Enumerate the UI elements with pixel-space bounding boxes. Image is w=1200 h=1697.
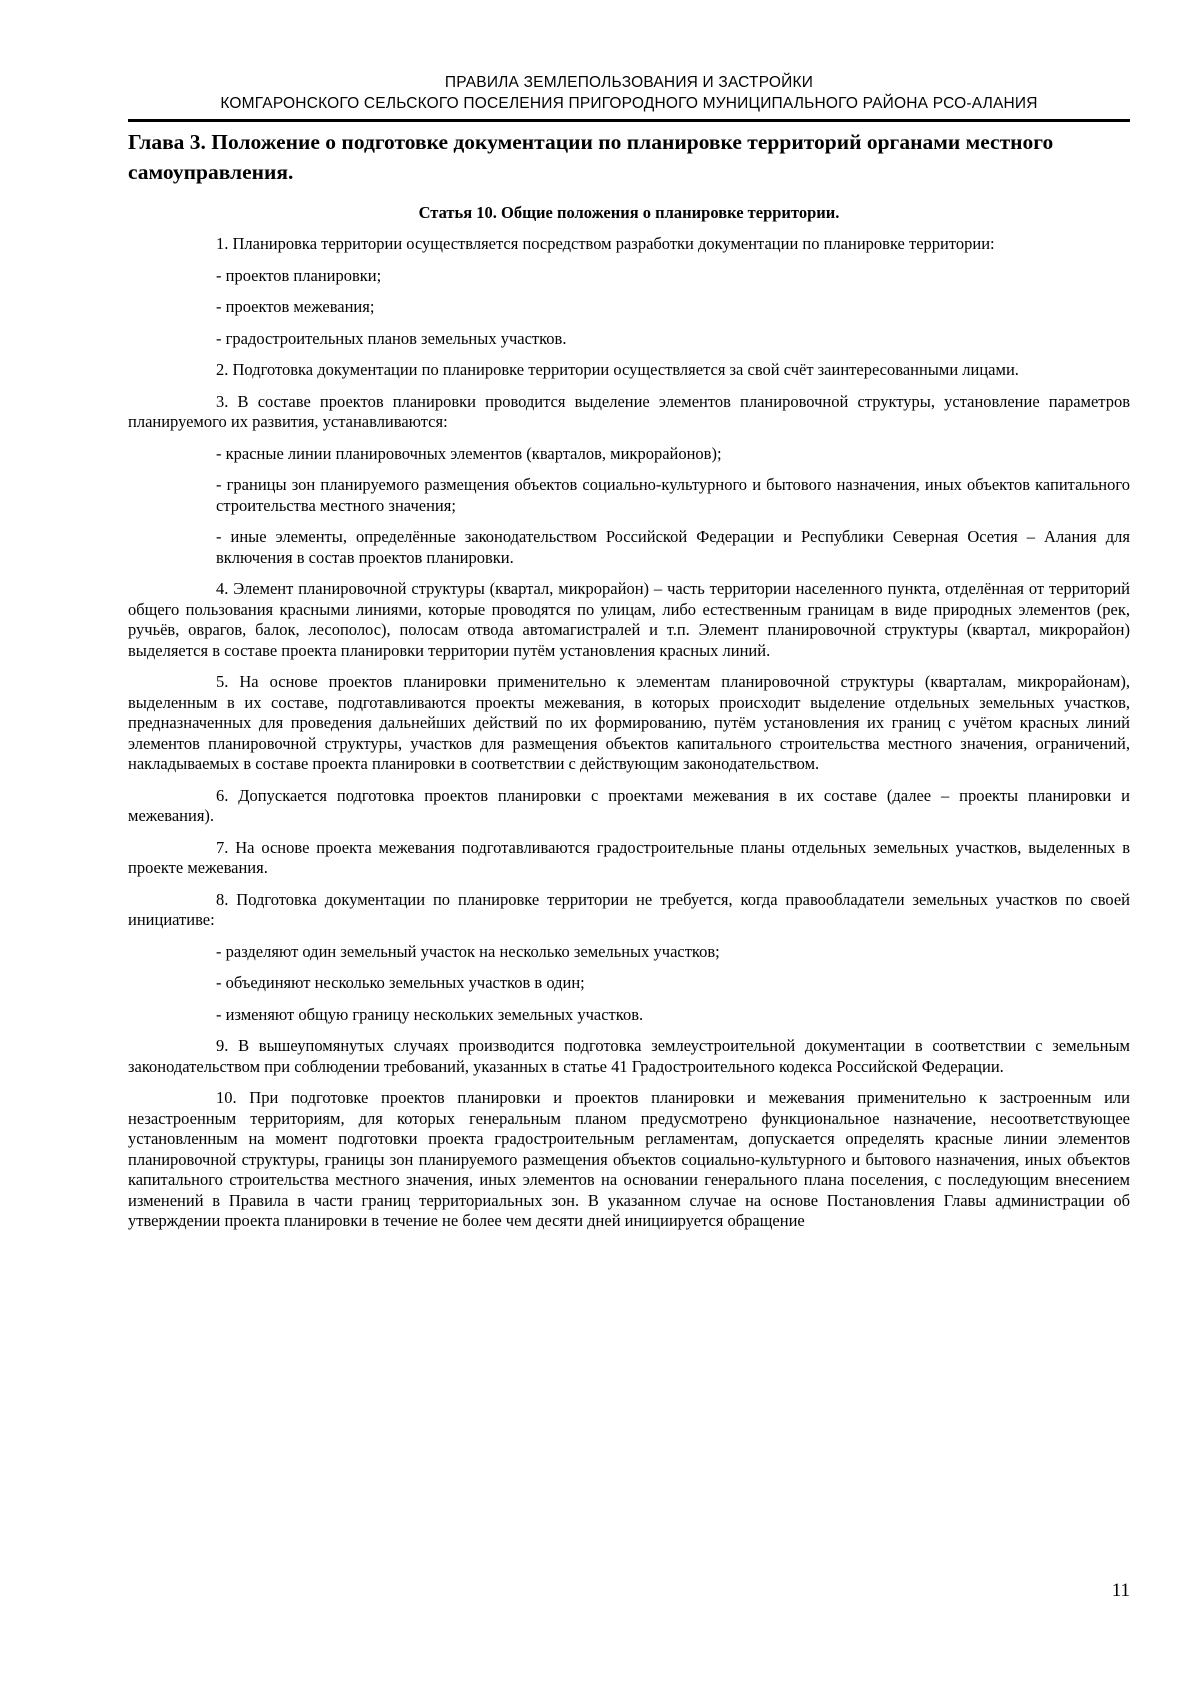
header-divider: [128, 119, 1130, 122]
paragraph-1-list-item-3: - градостроительных планов земельных участков.: [216, 328, 567, 348]
paragraph-8-list-item-1: - разделяют один земельный участок на несколько земельных участков;: [216, 941, 720, 961]
paragraph-8: 8. Подготовка документации по планировке территории не требуется, когда правообладатели земельных участков по своей инициативе:: [128, 889, 1130, 929]
page-body: [128, 127, 1130, 1243]
page-number: 11: [1111, 1580, 1130, 1601]
paragraph-9: 9. В вышеупомянутых случаях производится подготовка землеустроительной документации в соответствии с земельным законодательством при соблюдении требований, указанных в статье 41 Градостроительного кодекса Российской Федерации.: [128, 1036, 1130, 1076]
paragraph-8-list-item-2: - объединяют несколько земельных участков в один;: [216, 973, 585, 992]
paragraph-10: 10. При подготовке проектов планировки и проектов планировки и межевания применительно к застроенным или незастроенным территориям, для которых генеральным планом предусмотрено функциональное назначение, несоответствующее установленным на момент подготовки проекта градостроительным регламентам, допускается определять красные линии элементов планировочной структуры, границы зон планируемого размещения объектов социально-культурного и бытового назначения, иных объектов капитального строительства местного значения, иных элементов на основании генерального плана поселения, с последующим внесением изменений в Правила в части границ территориальных зон. В указанном случае на основе Постановления Главы администрации об утверждении проекта планировки в течение не более чем десяти дней инициируется обращение: [128, 1088, 1130, 1230]
running-header: [128, 72, 1130, 114]
paragraph-3-list-item-3: - иные элементы, определённые законодательством Российской Федерации и Республики Северная Осетия – Алания для включения в состав проектов планировки.: [216, 527, 1130, 567]
article-title: Статья 10. Общие положения о планировке территории.: [418, 203, 840, 222]
header-line-2: КОМГАРОНСКОГО СЕЛЬСКОГО ПОСЕЛЕНИЯ ПРИГОРОДНОГО МУНИЦИПАЛЬНОГО РАЙОНА РСО-АЛАНИЯ: [220, 95, 1038, 112]
paragraph-3-list-item-1: - красные линии планировочных элементов (кварталов, микрорайонов);: [216, 443, 722, 463]
paragraph-6: 6. Допускается подготовка проектов планировки с проектами межевания в их составе (далее – проекты планировки и межевания).: [128, 785, 1130, 825]
paragraph-1: 1. Планировка территории осуществляется посредством разработки документации по планировке территории:: [216, 234, 995, 253]
chapter-title: Глава 3. Положение о подготовке документации по планировке территорий органами местного самоуправления.: [128, 130, 1054, 184]
header-line-1: ПРАВИЛА ЗЕМЛЕПОЛЬЗОВАНИЯ И ЗАСТРОЙКИ: [444, 74, 814, 91]
paragraph-4: 4. Элемент планировочной структуры (квартал, микрорайон) – часть территории населенного пункта, отделённая от территорий общего пользования красными линиями, которые проводятся по улицам, либо естественным границам в виде природных элементов (рек, ручьёв, оврагов, балок, лесополос), полосам отвода автомагистралей и т.п. Элемент планировочной структуры (квартал, микрорайон) выделяется в составе проекта планировки территории путём установления красных линий.: [128, 579, 1130, 660]
paragraph-2: 2. Подготовка документации по планировке территории осуществляется за свой счёт заинтересованными лицами.: [216, 360, 1019, 379]
paragraph-8-list-item-3: - изменяют общую границу нескольких земельных участков.: [216, 1004, 644, 1024]
paragraph-1-list-item-1: - проектов планировки;: [216, 265, 382, 285]
paragraph-5: 5. На основе проектов планировки применительно к элементам планировочной структуры (кварталам, микрорайонам), выделенным в их составе, подготавливаются проекты межевания, в которых происходит выделение отдельных земельных участков, предназначенных для проведения дальнейших действий по их формированию, путём установления их границ с учётом красных линий элементов планировочной структуры, участков для размещения объектов капитального строительства местного значения, ограничений, накладываемых в составе проекта планировки в соответствии с действующим законодательством.: [128, 672, 1130, 773]
paragraph-3: 3. В составе проектов планировки проводится выделение элементов планировочной структуры, установление параметров планируемого их развития, устанавливаются:: [128, 391, 1130, 431]
paragraph-7: 7. На основе проекта межевания подготавливаются градостроительные планы отдельных земельных участков, выделенных в проекте межевания.: [128, 837, 1130, 877]
paragraph-1-list-item-2: - проектов межевания;: [216, 297, 375, 316]
paragraph-3-list-item-2: - границы зон планируемого размещения объектов социально-культурного и бытового назначения, иных объектов капитального строительства местного значения;: [216, 475, 1130, 515]
